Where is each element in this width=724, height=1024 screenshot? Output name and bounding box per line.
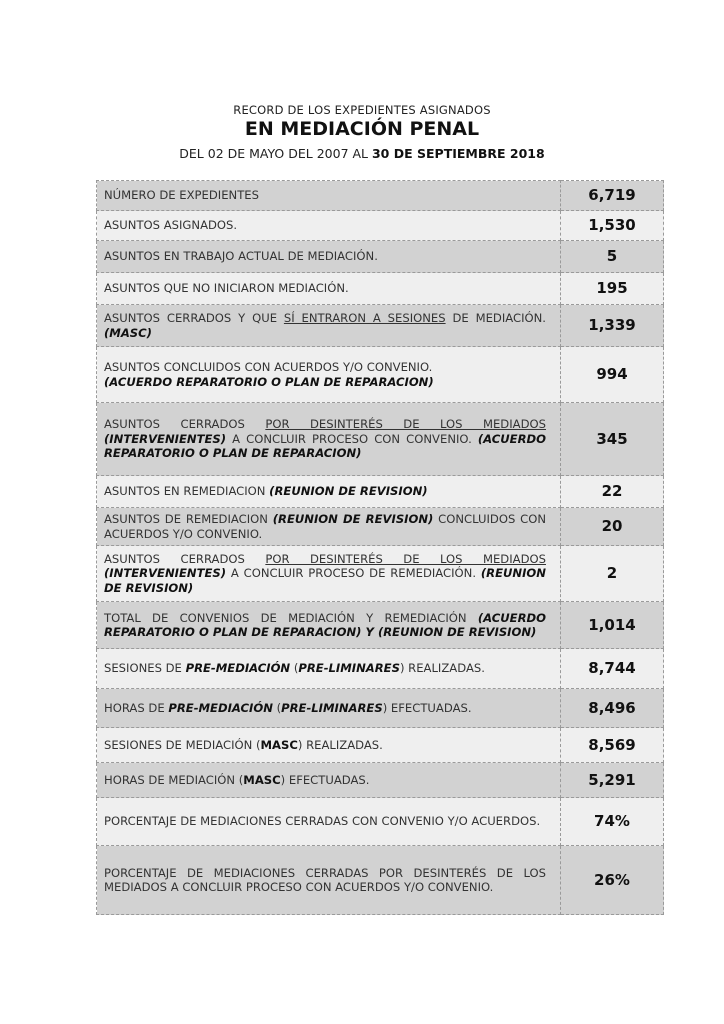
label-emphasis: PRE-MEDIACIÓN (185, 661, 291, 676)
label-text: ) REALIZADAS. (399, 661, 485, 676)
label-underlined: POR DESINTERÉS DE LOS MEDIADOS (265, 417, 546, 432)
table-row (97, 846, 664, 915)
label-text: TOTAL DE CONVENIOS DE MEDIACIÓN Y REMEDIACIÓN (104, 610, 478, 625)
label-emphasis: MASC (260, 737, 298, 752)
row-label (97, 181, 561, 211)
date-range-end: 30 DE SEPTIEMBRE 2018 (371, 146, 545, 161)
row-label (97, 273, 561, 305)
row-label (97, 798, 561, 846)
label-emphasis: (ACUERDO REPARATORIO O PLAN DE REPARACION) (104, 374, 434, 389)
table-row (97, 403, 664, 476)
row-value: 195 (561, 273, 664, 305)
table-row (97, 689, 664, 728)
label-text: CONCLUIDOS CON ACUERDOS Y/O CONVENIO. (104, 512, 546, 541)
label-text: A CONCLUIR PROCESO DE REMEDIACIÓN. (226, 566, 481, 581)
row-label (97, 305, 561, 347)
table-row (97, 602, 664, 649)
label-text: HORAS DE (104, 700, 169, 715)
label-emphasis: (REUNION DE REVISION) (269, 484, 428, 499)
page-title: EN MEDIACIÓN PENAL (244, 118, 480, 140)
row-value: 8,744 (561, 649, 664, 689)
label-text: ASUNTOS CERRADOS (104, 551, 266, 566)
statistics-table (96, 180, 664, 915)
table-row (97, 798, 664, 846)
table-row (97, 273, 664, 305)
row-value: 8,496 (561, 689, 664, 728)
row-value: 2 (561, 546, 664, 602)
label-emphasis: (ACUERDO REPARATORIO O PLAN DE REPARACION) (104, 431, 546, 461)
row-label (97, 689, 561, 728)
label-emphasis: (INTERVENIENTES) (104, 566, 227, 581)
row-label (97, 602, 561, 649)
label-text: ( (272, 700, 282, 715)
label-text: ASUNTOS QUE NO INICIARON MEDIACIÓN. (104, 281, 349, 296)
row-value: 345 (561, 403, 664, 476)
row-value: 1,014 (561, 602, 664, 649)
table-row (97, 241, 664, 273)
table-row (97, 305, 664, 347)
label-text: PORCENTAJE DE MEDIACIONES CERRADAS POR DESINTERÉS DE LOS MEDIADOS A CONCLUIR PROCESO CON ACUERDOS Y/O CONVENIO. (104, 865, 546, 894)
row-label (97, 728, 561, 763)
label-text: SESIONES DE MEDIACIÓN ( (104, 737, 261, 752)
row-label (97, 846, 561, 915)
record-subtitle: RECORD DE LOS EXPEDIENTES ASIGNADOS (233, 103, 491, 117)
row-label (97, 241, 561, 273)
label-text: A CONCLUIR PROCESO CON CONVENIO. (226, 431, 478, 446)
label-text: PORCENTAJE DE MEDIACIONES CERRADAS CON CONVENIO Y/O ACUERDOS. (104, 814, 541, 829)
table-row (97, 763, 664, 798)
label-text: ) REALIZADAS. (297, 737, 383, 752)
row-label (97, 546, 561, 602)
label-text: ASUNTOS EN TRABAJO ACTUAL DE MEDIACIÓN. (104, 249, 378, 264)
label-text: ) EFECTUADAS. (280, 772, 370, 787)
label-emphasis: (REUNION DE REVISION) (104, 566, 546, 595)
row-label (97, 347, 561, 403)
label-text: ( (290, 661, 299, 676)
label-emphasis: (MASC) (104, 325, 152, 340)
row-label (97, 211, 561, 241)
label-emphasis: PRE-LIMINARES (298, 661, 400, 676)
row-value: 74% (561, 798, 664, 846)
row-value: 22 (561, 476, 664, 508)
row-label (97, 763, 561, 798)
row-label (97, 649, 561, 689)
label-underlined: POR DESINTERÉS DE LOS MEDIADOS (265, 551, 546, 566)
label-text: ASUNTOS EN REMEDIACION (104, 484, 270, 499)
label-text: NÚMERO DE EXPEDIENTES (104, 188, 259, 203)
label-text: ASUNTOS CERRADOS (104, 417, 266, 432)
date-range (0, 146, 724, 161)
row-value: 6,719 (561, 181, 664, 211)
label-text: ASUNTOS ASIGNADOS. (104, 218, 238, 233)
label-text: ASUNTOS DE REMEDIACION (104, 512, 273, 526)
label-emphasis: (REUNION DE REVISION) (272, 512, 434, 526)
row-value: 1,530 (561, 211, 664, 241)
row-value: 5 (561, 241, 664, 273)
label-text: DE MEDIACIÓN. (445, 311, 546, 325)
row-value: 20 (561, 508, 664, 546)
label-emphasis: (ACUERDO REPARATORIO O PLAN DE REPARACION) Y (REUNION DE REVISION) (104, 610, 546, 639)
row-value: 5,291 (561, 763, 664, 798)
label-text: SESIONES DE (104, 661, 186, 676)
label-emphasis: PRE-LIMINARES (281, 700, 383, 715)
row-label (97, 403, 561, 476)
row-value: 1,339 (561, 305, 664, 347)
table-row (97, 546, 664, 602)
table-row (97, 649, 664, 689)
table-row (97, 181, 664, 211)
row-value: 994 (561, 347, 664, 403)
label-text: ASUNTOS CONCLUIDOS CON ACUERDOS Y/O CONVENIO. (104, 360, 433, 374)
label-emphasis: MASC (243, 772, 281, 787)
label-text: HORAS DE MEDIACIÓN ( (104, 772, 244, 787)
label-emphasis: (INTERVENIENTES) (104, 431, 227, 446)
row-value: 26% (561, 846, 664, 915)
table-row (97, 347, 664, 403)
row-label (97, 476, 561, 508)
label-text: ) EFECTUADAS. (382, 700, 472, 715)
row-label (97, 508, 561, 546)
label-emphasis: PRE-MEDIACIÓN (168, 700, 273, 715)
table-row (97, 728, 664, 763)
label-underlined: SÍ ENTRARON A SESIONES (283, 311, 446, 325)
table-row (97, 508, 664, 546)
date-range-start: DEL 02 DE MAYO DEL 2007 AL (179, 146, 372, 161)
table-row (97, 211, 664, 241)
row-value: 8,569 (561, 728, 664, 763)
label-text: ASUNTOS CERRADOS Y QUE (104, 311, 284, 325)
table-row (97, 476, 664, 508)
